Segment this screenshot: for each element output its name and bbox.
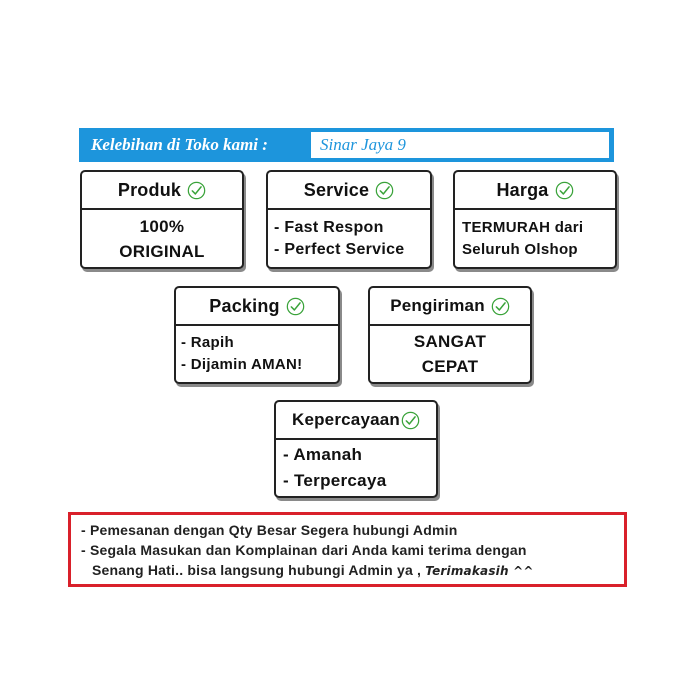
notice-box <box>68 512 627 587</box>
card-harga-line: Seluruh Olshop <box>462 240 578 258</box>
card-kepercayaan-header <box>276 402 436 440</box>
card-service-title: Service <box>303 179 370 200</box>
card-kepercayaan <box>274 400 438 498</box>
card-kepercayaan-line: - Amanah <box>283 445 363 464</box>
card-produk-line: ORIGINAL <box>119 241 205 261</box>
check-circle-icon <box>187 181 206 200</box>
store-name-box <box>311 132 609 158</box>
check-circle-icon <box>491 297 510 316</box>
card-produk-line: 100% <box>139 216 185 236</box>
card-kepercayaan-body <box>276 440 436 496</box>
check-circle-icon <box>401 411 420 430</box>
card-produk <box>80 170 244 269</box>
card-pengiriman <box>368 286 532 384</box>
notice-line-2: - Segala Masukan dan Komplainan dari Anda kami terima dengan <box>81 542 527 558</box>
card-packing-line: - Dijamin AMAN! <box>181 356 303 373</box>
card-harga-line: TERMURAH dari <box>462 218 584 236</box>
card-harga-title: Harga <box>496 179 549 200</box>
card-service-line: - Fast Respon <box>274 218 384 236</box>
card-pengiriman-title: Pengiriman <box>390 296 485 315</box>
notice-thanks: Terimakasih ^^ <box>425 564 534 578</box>
check-circle-icon <box>286 297 305 316</box>
card-packing-header <box>176 288 338 326</box>
check-circle-icon <box>555 181 574 200</box>
card-harga-header <box>455 172 615 210</box>
card-packing-line: - Rapih <box>181 334 234 351</box>
card-service <box>266 170 432 269</box>
card-harga-body <box>455 210 615 267</box>
card-service-header <box>268 172 430 210</box>
card-harga <box>453 170 617 269</box>
header-banner <box>79 128 614 162</box>
card-produk-header <box>82 172 242 210</box>
card-produk-title: Produk <box>117 179 182 200</box>
card-pengiriman-body <box>370 326 530 382</box>
banner-label: Kelebihan di Toko kami : <box>91 135 268 154</box>
card-pengiriman-line: CEPAT <box>421 357 479 376</box>
check-circle-icon <box>375 181 394 200</box>
card-produk-body <box>82 210 242 267</box>
notice-line-1: - Pemesanan dengan Qty Besar Segera hubungi Admin <box>81 522 458 538</box>
card-service-body <box>268 210 430 267</box>
card-packing-body <box>176 326 338 382</box>
store-name: Sinar Jaya 9 <box>320 135 406 154</box>
notice-line-3 <box>92 562 534 578</box>
card-packing-title: Packing <box>209 295 280 316</box>
card-service-line: - Perfect Service <box>274 240 405 258</box>
card-pengiriman-header <box>370 288 530 326</box>
notice-line-3-text: Senang Hati.. bisa langsung hubungi Admin ya , <box>92 562 422 578</box>
card-pengiriman-line: SANGAT <box>413 332 487 351</box>
card-packing <box>174 286 340 384</box>
card-kepercayaan-title: Kepercayaan <box>291 410 401 429</box>
card-kepercayaan-line: - Terpercaya <box>283 471 387 490</box>
